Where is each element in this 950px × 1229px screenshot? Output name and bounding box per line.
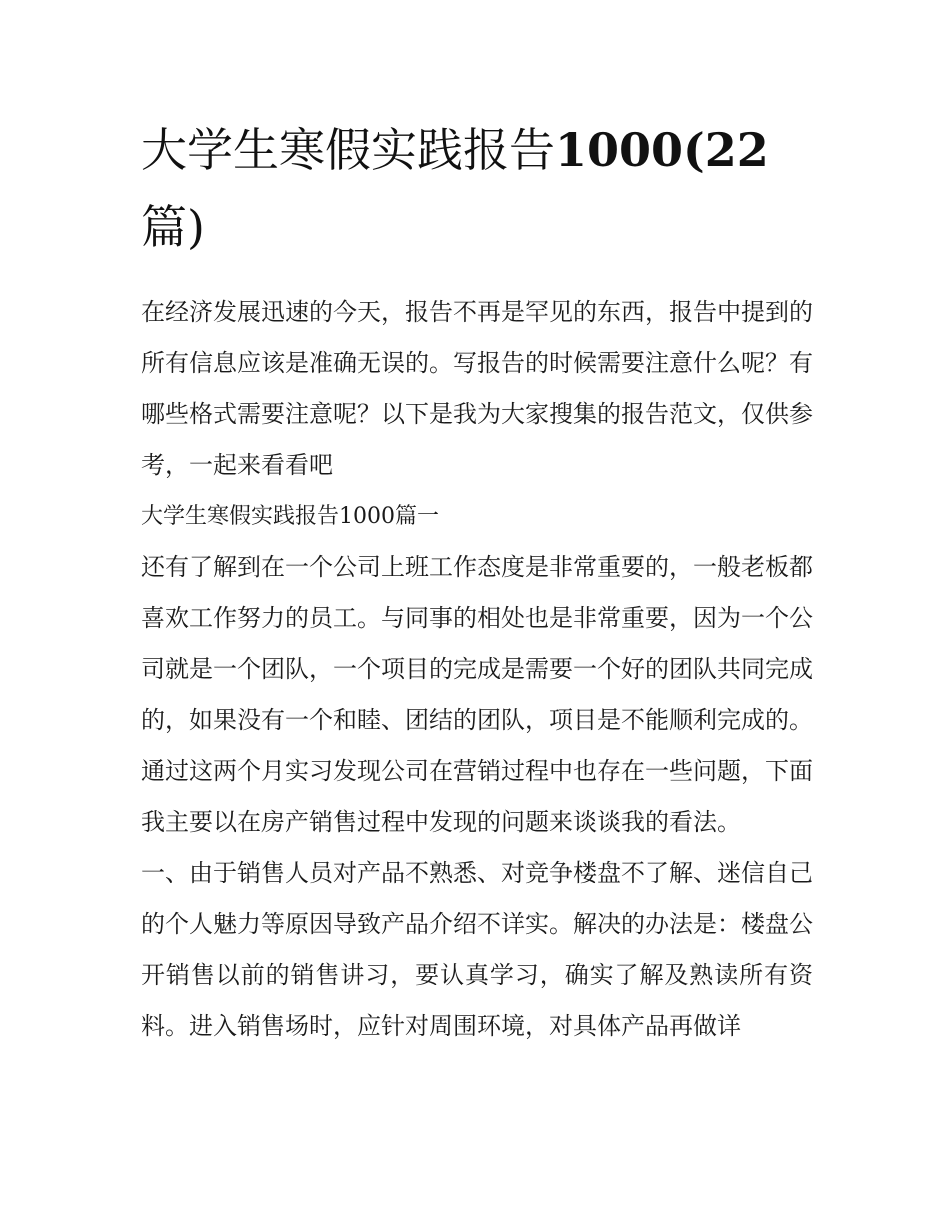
intro-paragraph: 在经济发展迅速的今天，报告不再是罕见的东西，报告中提到的所有信息应该是准确无误的。写报告的时候需要注意什么呢？有哪些格式需要注意呢？以下是我为大家搜集的报告范文，仅供参考，一起来看看吧 — [141, 298, 813, 479]
title-number: 1000(22 — [555, 123, 769, 177]
section-heading: 大学生寒假实践报告1000篇一 — [141, 504, 439, 529]
document-body — [141, 112, 813, 1052]
body-paragraph-2: 一、由于销售人员对产品不熟悉、对竞争楼盘不了解、迷信自己的个人魅力等原因导致产品介绍不详实。解决的办法是：楼盘公开销售以前的销售讲习，要认真学习，确实了解及熟读所有资料。进入销售场时，应针对周围环境，对具体产品再做详 — [141, 859, 813, 1040]
title-text: 大学生寒假实践报告 — [141, 123, 555, 177]
body-paragraph-1: 还有了解到在一个公司上班工作态度是非常重要的，一般老板都喜欢工作努力的员工。与同事的相处也是非常重要，因为一个公司就是一个团队，一个项目的完成是需要一个好的团队共同完成的，如果没有一个和睦、团结的团队，项目是不能顺利完成的。通过这两个月实习发现公司在营销过程中也存在一些问题，下面我主要以在房产销售过程中发现的问题来谈谈我的看法。 — [141, 553, 813, 836]
title-continuation: 篇) — [141, 200, 205, 254]
document-title — [141, 112, 813, 266]
